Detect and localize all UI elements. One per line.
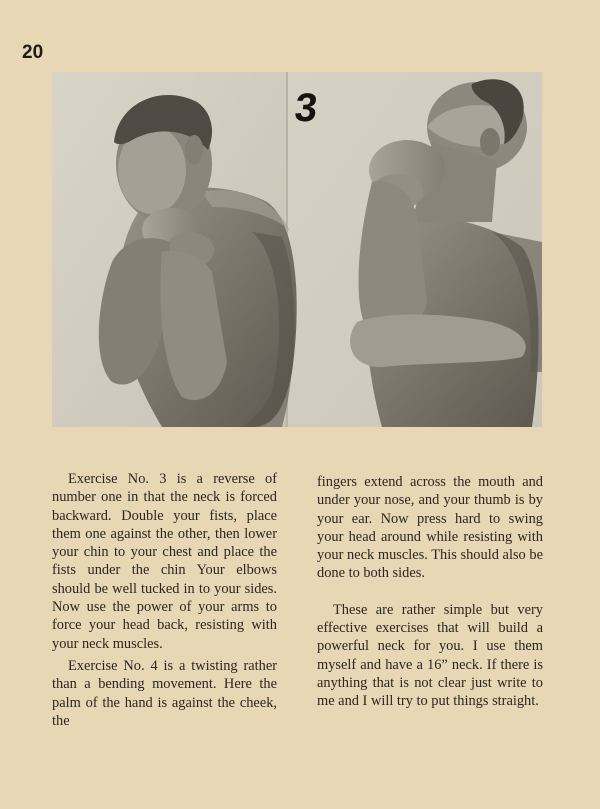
exercise-number-label: 3	[292, 86, 320, 130]
left-text-column	[52, 470, 277, 730]
exercise-4-continued-paragraph: fingers extend across the mouth and under your nose, and your thumb is by your ear. Now press hard to swing your head around while resisting with your neck muscles. This should also be done to both sides.	[317, 474, 543, 582]
page-number: 20	[22, 42, 44, 63]
closing-paragraph: These are rather simple but very effective exercises that will build a powerful neck for you. I use them myself and have a 16” neck. If there is anything that is not clear just write to me and I will try to put things straight.	[317, 601, 543, 710]
exercise-3-paragraph: Exercise No. 3 is a reverse of number one in that the neck is forced backward. Double your fists, place them one against the other, then lower your chin to your chest and place the fists under the chin Your elbows should be well tucked in to your sides. Now use the power of your arms to force your head back, resisting with your neck muscles.	[52, 471, 277, 652]
exercise-4-paragraph: Exercise No. 4 is a twisting rather than a bending movement. Here the palm of the hand is against the cheek, the	[52, 657, 277, 729]
right-text-column	[317, 473, 543, 711]
